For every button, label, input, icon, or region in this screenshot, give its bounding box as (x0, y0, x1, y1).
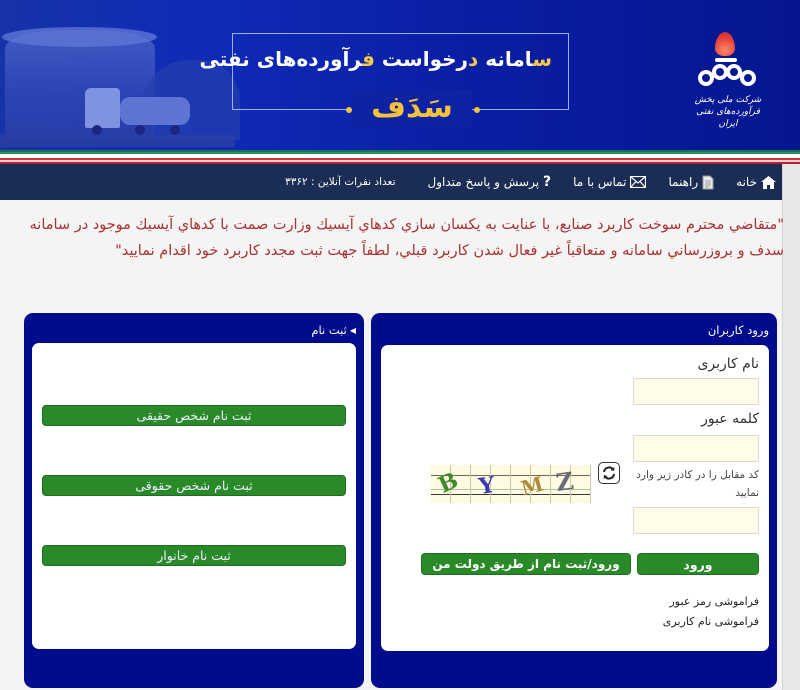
register-panel (24, 313, 364, 688)
captcha-char: M (518, 471, 546, 501)
logo-curl (740, 70, 756, 86)
oil-tank-top (2, 27, 157, 47)
brand-dot (474, 107, 480, 113)
nav-contact-label: تماس با ما (573, 175, 627, 189)
password-input[interactable] (633, 435, 759, 462)
flame-icon (715, 32, 735, 56)
nav-guide-label: راهنما (668, 175, 699, 189)
username-label: نام کاربری (697, 356, 759, 372)
nav-contact[interactable] (573, 175, 646, 189)
password-label: کلمه عبور (701, 411, 759, 427)
refresh-icon (601, 465, 617, 481)
truck-tank-illustration (120, 97, 190, 125)
register-panel-title[interactable] (24, 313, 364, 343)
captcha-char: Z (554, 465, 576, 498)
notice-message: "متقاضي محترم سوخت کاربرد صنايع، با عنايت به يکسان سازي کدهاي آيسيك وزارت صمت با کدهاي آيسيك موجود در سامانه سدف و بروزرساني سامانه و متعاقباً غير فعال شدن کاربرد قبلي، لطفاً جهت ثبت مجدد کاربرد خود اقدام نماييد" (29, 217, 784, 259)
banner-illustration (0, 25, 235, 145)
flame-base (715, 58, 737, 62)
logo-emblem (698, 64, 756, 90)
title-segment: امانه (478, 47, 533, 71)
captcha-char: Y (477, 472, 497, 500)
dolat-man-login-button[interactable]: ورود/ثبت نام از طریق دولت من (421, 553, 631, 575)
flag-stripes (0, 150, 800, 164)
captcha-input[interactable] (633, 507, 759, 534)
title-segment: ف (361, 47, 375, 71)
login-button[interactable]: ورود (637, 553, 759, 575)
company-logo (688, 30, 768, 130)
caret-left-icon: ◀ (349, 325, 356, 335)
forgot-username-link[interactable]: فراموشی نام کاربری (662, 615, 759, 628)
nav-guide[interactable] (668, 175, 714, 190)
question-icon: ? (543, 174, 552, 190)
nav-faq-label: پرسش و پاسخ متداول (427, 175, 540, 189)
username-input[interactable] (633, 378, 759, 405)
register-individual-button[interactable]: ثبت نام شخص حقیقی (42, 405, 346, 426)
home-icon (761, 176, 776, 189)
forgot-password-link[interactable]: فراموشی رمز عبور (669, 595, 759, 608)
brand-name: سَدَف (352, 90, 472, 128)
captcha-hint: کد مقابل را در کادر زیر وارد نمایید (636, 469, 759, 499)
register-legal-entity-button[interactable]: ثبت نام شخص حقوقی (42, 475, 346, 496)
register-household-button[interactable]: ثبت نام خانوار (42, 545, 346, 566)
login-panel (371, 313, 777, 688)
document-icon (702, 175, 714, 190)
login-panel-body (381, 345, 769, 651)
page-scrollbar[interactable] (782, 164, 800, 690)
nav-home-label: خانه (736, 175, 757, 189)
login-panel-title: ورود کاربران (707, 323, 769, 337)
ground-illustration (0, 135, 235, 147)
envelope-icon (630, 176, 646, 188)
header-banner (0, 0, 800, 150)
title-segment: رآورده‌های نفتی (199, 47, 362, 71)
top-nav (0, 164, 782, 200)
wheel (135, 125, 145, 135)
title-segment: س (532, 47, 552, 71)
register-panel-body (32, 343, 356, 649)
truck-cab-illustration (85, 88, 120, 128)
nav-faq[interactable] (428, 174, 552, 190)
online-users-count: تعداد نفرات آنلاین : ۳۳۶۲ (285, 176, 396, 188)
captcha-char: B (434, 467, 463, 499)
nav-home[interactable] (736, 175, 776, 189)
captcha-image (431, 465, 591, 503)
system-title (200, 47, 552, 71)
wheel (170, 125, 180, 135)
logo-caption: شرکت ملی پخش فرآورده‌های نفتی ایران (694, 95, 762, 129)
title-segment: د (468, 47, 479, 71)
captcha-refresh-button[interactable] (598, 462, 620, 484)
title-segment: رخواست (374, 47, 469, 71)
wheel (92, 125, 102, 135)
register-title-label: ثبت نام (311, 323, 347, 337)
